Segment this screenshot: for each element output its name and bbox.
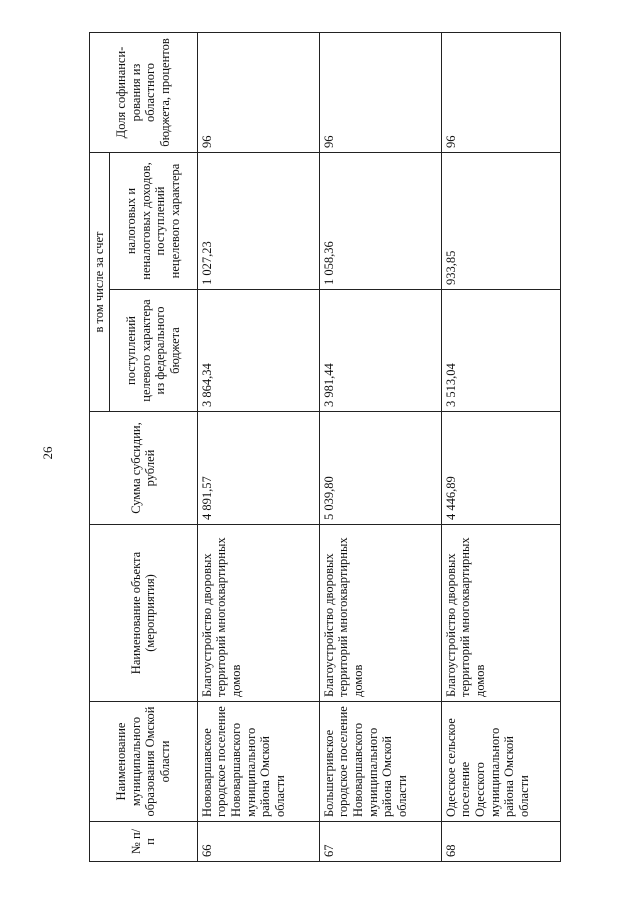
cell-sum: 4 446,89: [441, 412, 560, 525]
cell-municipality: Большегривское городское поселение Нововаршавского муниципального района Омской области: [319, 702, 441, 822]
cell-municipality: Нововаршавское городское поселение Нововаршавского муниципального района Омской области: [197, 702, 319, 822]
page-number: 26: [40, 446, 55, 460]
cell-no: 68: [441, 822, 560, 862]
cell-tax: 933,85: [441, 152, 560, 289]
cell-municipality: Одесское сельское поселение Одесского муниципального района Омской области: [441, 702, 560, 822]
cell-tax: 1 058,36: [319, 152, 441, 289]
cell-object: Благоустройство дворовых территорий многоквартирных домов: [197, 525, 319, 702]
cell-tax: 1 027,23: [197, 152, 319, 289]
header-sum: Сумма субсидии, рублей: [90, 412, 198, 525]
header-including: в том числе за счет: [90, 152, 110, 411]
cell-sum: 5 039,80: [319, 412, 441, 525]
cell-federal: 3 864,34: [197, 290, 319, 412]
header-object: Наименование объекта (мероприятия): [90, 525, 198, 702]
subsidy-table-rotated: [89, 33, 558, 862]
table-row: [197, 32, 319, 861]
cell-federal: 3 513,04: [441, 290, 560, 412]
header-municipality: Наименование муниципального образования Омской области: [90, 702, 198, 822]
cell-sum: 4 891,57: [197, 412, 319, 525]
table-row: [441, 32, 560, 861]
cell-share: 96: [441, 32, 560, 152]
cell-no: 67: [319, 822, 441, 862]
header-share: Доля софинанси-рования из областного бюджета, процентов: [90, 32, 198, 152]
header-no: № п/п: [90, 822, 198, 862]
cell-object: Благоустройство дворовых территорий многоквартирных домов: [319, 525, 441, 702]
table-row: [319, 32, 441, 861]
subsidy-table: [89, 32, 561, 862]
cell-share: 96: [319, 32, 441, 152]
cell-share: 96: [197, 32, 319, 152]
cell-object: Благоустройство дворовых территорий многоквартирных домов: [441, 525, 560, 702]
header-federal: поступлений целевого характера из федерального бюджета: [109, 290, 197, 412]
header-tax: налоговых и неналоговых доходов, поступлений нецелевого характера: [109, 152, 197, 289]
cell-no: 66: [197, 822, 319, 862]
cell-federal: 3 981,44: [319, 290, 441, 412]
